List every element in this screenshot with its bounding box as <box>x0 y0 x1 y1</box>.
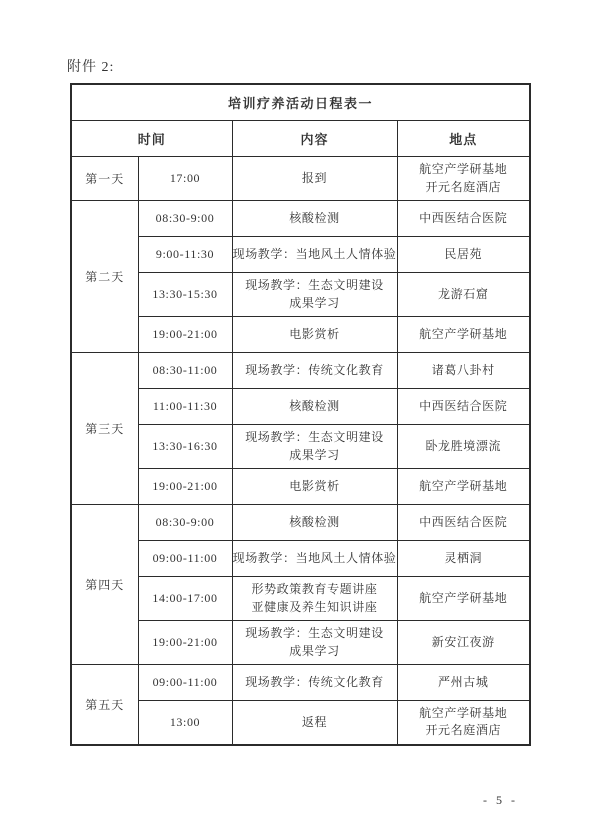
table-row <box>71 237 530 273</box>
time-cell <box>138 577 232 621</box>
location-text-line: 新安江夜游 <box>431 634 495 649</box>
location-cell <box>397 541 530 577</box>
time-cell <box>138 541 232 577</box>
location-cell <box>397 505 530 541</box>
location-text-line: 龙游石窟 <box>438 286 489 301</box>
time-cell <box>138 621 232 665</box>
time-text-line: 13:30-16:30 <box>152 438 218 453</box>
table-row <box>71 469 530 505</box>
time-cell <box>138 505 232 541</box>
content-cell <box>232 469 397 505</box>
time-cell <box>138 425 232 469</box>
time-cell <box>138 237 232 273</box>
content-text-line: 核酸检测 <box>289 514 340 529</box>
time-text-line: 13:30-15:30 <box>152 286 218 301</box>
content-cell <box>232 665 397 701</box>
location-cell <box>397 425 530 469</box>
location-text-line: 中西医结合医院 <box>419 398 508 413</box>
column-header-content: 内容 <box>232 121 397 157</box>
content-cell <box>232 273 397 317</box>
location-cell <box>397 701 530 745</box>
content-text-line: 现场教学：生态文明建设 <box>245 626 384 641</box>
table-row <box>71 353 530 389</box>
time-cell <box>138 273 232 317</box>
table-row <box>71 201 530 237</box>
schedule-body <box>71 157 530 745</box>
page-number: - 5 - <box>483 793 518 807</box>
location-cell <box>397 201 530 237</box>
content-text-line: 电影赏析 <box>289 326 340 341</box>
location-cell <box>397 157 530 201</box>
table-row <box>71 577 530 621</box>
location-text-line: 开元名庭酒店 <box>425 723 502 738</box>
time-text-line: 14:00-17:00 <box>152 590 218 605</box>
content-cell <box>232 317 397 353</box>
schedule-table <box>70 83 531 746</box>
day-cell: 第一天 <box>71 157 138 201</box>
table-row <box>71 273 530 317</box>
location-text-line: 严州古城 <box>438 674 489 689</box>
location-cell <box>397 469 530 505</box>
table-row <box>71 701 530 745</box>
location-cell <box>397 621 530 665</box>
location-cell <box>397 577 530 621</box>
table-row <box>71 541 530 577</box>
content-text-line: 核酸检测 <box>289 210 340 225</box>
content-text-line: 成果学习 <box>289 447 340 462</box>
table-row <box>71 621 530 665</box>
content-cell <box>232 425 397 469</box>
content-text-line: 现场教学：生态文明建设 <box>245 278 384 293</box>
content-cell <box>232 201 397 237</box>
time-cell <box>138 353 232 389</box>
content-text-line: 返程 <box>301 714 328 729</box>
time-cell <box>138 469 232 505</box>
content-cell <box>232 505 397 541</box>
content-text-line: 核酸检测 <box>289 398 340 413</box>
table-row <box>71 389 530 425</box>
time-text-line: 19:00-21:00 <box>152 478 218 493</box>
content-text-line: 现场教学：生态文明建设 <box>245 430 384 445</box>
location-text-line: 航空产学研基地 <box>419 590 508 605</box>
location-text-line: 卧龙胜境漂流 <box>425 438 502 453</box>
content-cell <box>232 353 397 389</box>
time-text-line: 08:30-9:00 <box>155 210 215 225</box>
content-text-line: 现场教学：当地风土人情体验 <box>232 246 397 261</box>
day-cell: 第二天 <box>71 201 138 353</box>
column-header-location: 地点 <box>397 121 530 157</box>
time-text-line: 08:30-9:00 <box>155 514 215 529</box>
location-cell <box>397 389 530 425</box>
content-cell <box>232 701 397 745</box>
table-title-row <box>71 84 530 121</box>
day-cell: 第四天 <box>71 505 138 665</box>
attachment-label: 附件 2: <box>67 60 115 75</box>
content-text-line: 现场教学：传统文化教育 <box>245 674 384 689</box>
table-row <box>71 505 530 541</box>
location-cell <box>397 237 530 273</box>
table-row <box>71 317 530 353</box>
table-row <box>71 157 530 201</box>
time-cell <box>138 157 232 201</box>
content-cell <box>232 541 397 577</box>
location-text-line: 航空产学研基地 <box>419 326 508 341</box>
location-cell <box>397 273 530 317</box>
location-text-line: 航空产学研基地 <box>419 478 508 493</box>
content-text-line: 电影赏析 <box>289 478 340 493</box>
location-text-line: 灵栖洞 <box>444 550 483 565</box>
location-text-line: 民居苑 <box>444 246 483 261</box>
content-cell <box>232 577 397 621</box>
time-text-line: 9:00-11:30 <box>155 246 215 261</box>
table-header-row <box>71 121 530 157</box>
table-title: 培训疗养活动日程表一 <box>71 84 530 121</box>
content-text-line: 现场教学：当地风土人情体验 <box>232 550 397 565</box>
location-text-line: 中西医结合医院 <box>419 514 508 529</box>
time-text-line: 19:00-21:00 <box>152 634 218 649</box>
time-text-line: 09:00-11:00 <box>152 550 218 565</box>
location-cell <box>397 353 530 389</box>
time-text-line: 09:00-11:00 <box>152 674 218 689</box>
content-text-line: 形势政策教育专题讲座 <box>251 582 378 597</box>
table-row <box>71 425 530 469</box>
time-cell <box>138 665 232 701</box>
time-text-line: 13:00 <box>169 714 201 729</box>
location-cell <box>397 665 530 701</box>
location-cell <box>397 317 530 353</box>
location-text-line: 航空产学研基地 <box>419 162 508 177</box>
content-text-line: 报到 <box>301 170 328 185</box>
location-text-line: 航空产学研基地 <box>419 705 508 720</box>
content-text-line: 成果学习 <box>289 295 340 310</box>
content-cell <box>232 157 397 201</box>
time-text-line: 08:30-11:00 <box>152 362 218 377</box>
content-cell <box>232 389 397 425</box>
location-text-line: 中西医结合医院 <box>419 210 508 225</box>
table-row <box>71 665 530 701</box>
time-cell <box>138 701 232 745</box>
time-text-line: 11:00-11:30 <box>152 398 218 413</box>
time-text-line: 19:00-21:00 <box>152 326 218 341</box>
content-text-line: 成果学习 <box>289 643 340 658</box>
content-cell <box>232 621 397 665</box>
content-cell <box>232 237 397 273</box>
time-text-line: 17:00 <box>169 170 201 185</box>
time-cell <box>138 317 232 353</box>
content-text-line: 现场教学：传统文化教育 <box>245 362 384 377</box>
column-header-time: 时间 <box>71 121 232 157</box>
location-text-line: 诸葛八卦村 <box>431 362 495 377</box>
day-cell: 第三天 <box>71 353 138 505</box>
time-cell <box>138 201 232 237</box>
location-text-line: 开元名庭酒店 <box>425 179 502 194</box>
time-cell <box>138 389 232 425</box>
content-text-line: 亚健康及养生知识讲座 <box>251 599 378 614</box>
day-cell: 第五天 <box>71 665 138 745</box>
